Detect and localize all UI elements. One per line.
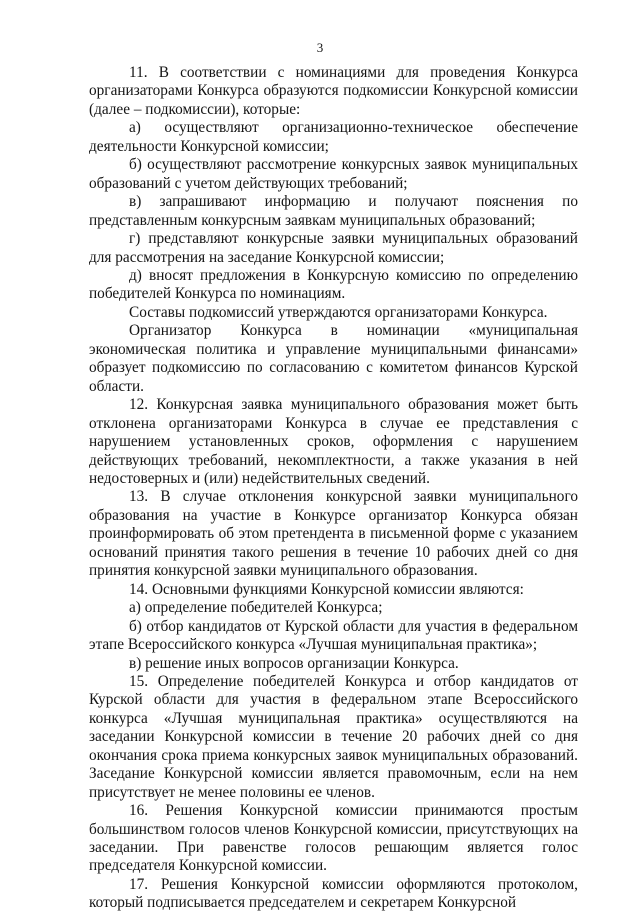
paragraph-11-subcommissions: 11. В соответствии с номинациями для проведения Конкурса организаторами Конкурса образуются подкомиссии Конкурсной комиссии (далее – подкомиссии), которые: (89, 64, 578, 118)
paragraph-14-item-v: в) решение иных вопросов организации Конкурса. (129, 654, 459, 672)
paragraph-15: 15. Определение победителей Конкурса и отбор кандидатов от Курской области для участия в федеральном этапе Всероссийского конкурса «Лучшая муниципальная практика» осуществляются на заседании Конкурсной комиссии в течение 20 рабочих дней со дня окончания срока приема конкурсных заявок муниципальных образований. Заседание Конкурсной комиссии является правомочным, если на нем присутствует не менее половины ее членов. (89, 672, 578, 801)
paragraph-11-compositions: Составы подкомиссий утверждаются организаторами Конкурса. (129, 303, 548, 321)
paragraph-11-item-g: г) представляют конкурсные заявки муниципальных образований для рассмотрения на заседание Конкурсной комиссии; (89, 230, 578, 266)
paragraph-12: 12. Конкурсная заявка муниципального образования может быть отклонена организаторами Конкурса в случае ее представления с нарушением установленных сроков, оформления с нарушением действующих требований, некомплектности, а также указания в ней недостоверных и (или) недействительных сведений. (89, 396, 578, 487)
paragraph-14-item-a: а) определение победителей Конкурса; (129, 599, 383, 617)
paragraph-13: 13. В случае отклонения конкурсной заявки муниципального образования на участие в Конкурсе организатор Конкурса обязан проинформировать об этом претендента в письменной форме с указанием оснований принятия такого решения в течение 10 рабочих дней со дня принятия конкурсной заявки муниципального образования. (89, 488, 578, 580)
paragraph-14: 14. Основными функциями Конкурсной комиссии являются: (129, 580, 524, 598)
page-number: 3 (316, 40, 324, 55)
paragraph-14-item-b: б) отбор кандидатов от Курской области для участия в федеральном этапе Всероссийского конкурса «Лучшая муниципальная практика»; (89, 617, 578, 654)
paragraph-16: 16. Решения Конкурсной комиссии принимаются простым большинством голосов членов Конкурсной комиссии, присутствующих на заседании. При равенстве голосов решающим является голос председателя Конкурсной комиссии. (89, 802, 578, 875)
paragraph-11-organizer: Организатор Конкурса в номинации «муниципальная экономическая политика и управление муниципальными финансами» образует подкомиссию по согласованию с комитетом финансов Курской области. (89, 322, 578, 395)
paragraph-11-item-b: б) осуществляют рассмотрение конкурсных заявок муниципальных образований с учетом действующих требований; (89, 156, 578, 192)
paragraph-11-item-v: в) запрашивают информацию и получают пояснения по представленным конкурсным заявкам муниципальных образований; (89, 193, 578, 229)
paragraph-17: 17. Решения Конкурсной комиссии оформляются протоколом, который подписывается председателем и секретарем Конкурсной (89, 875, 578, 912)
paragraph-11-item-a: а) осуществляют организационно-техническое обеспечение деятельности Конкурсной комиссии; (89, 119, 578, 155)
document-body (89, 64, 578, 913)
paragraph-11-item-d: д) вносят предложения в Конкурсную комиссию по определению победителей Конкурса по номинациям. (89, 266, 578, 303)
